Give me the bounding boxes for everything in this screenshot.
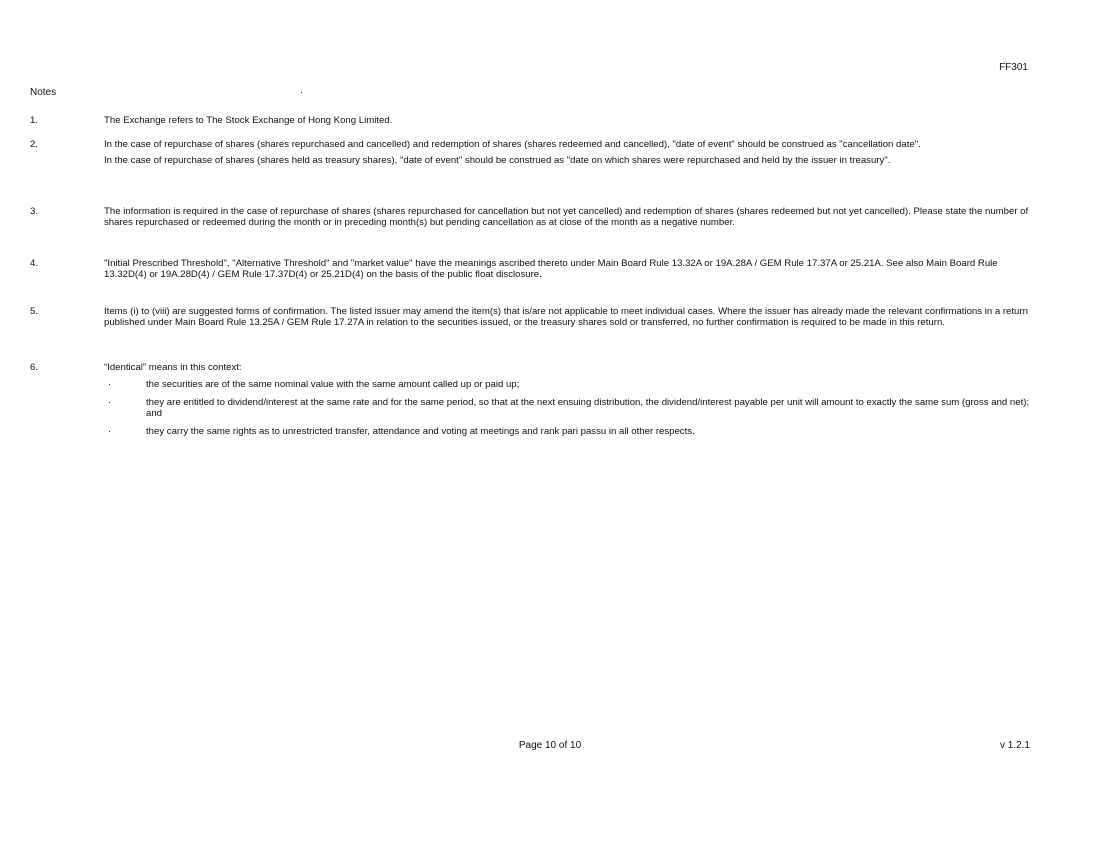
bullet-marker: ·	[108, 379, 112, 391]
note-number: 2.	[30, 139, 39, 150]
note-3	[30, 206, 1040, 229]
note-number: 6.	[30, 362, 39, 373]
note-text: “Identical” means in this context:	[104, 362, 242, 373]
note-text: In the case of repurchase of shares (shares held as treasury shares), "date of event" should be construed as "date on which shares were repurchased and held by the issuer in treasury".	[104, 155, 891, 167]
note-2	[30, 139, 1040, 167]
bullet-list	[108, 379, 1040, 437]
list-item	[108, 397, 1040, 420]
note-number: 4.	[30, 258, 39, 269]
bullet-marker: ·	[108, 425, 112, 437]
list-item	[108, 426, 1040, 437]
form-code: FF301	[999, 62, 1028, 73]
note-number: 5.	[30, 306, 39, 317]
note-text: "Initial Prescribed Threshold", "Alternative Threshold" and "market value" have the meanings ascribed thereto under Main Board Rule 13.32A or 19A.28A / GEM Rule 17.37A or 25.21A. See also Main Board Rule 13.32D(4) or 19A.28D(4) / GEM Rule 17.37D(4) or 25.21D(4) on the basis of the public float disclosure.	[104, 258, 998, 281]
note-4	[30, 258, 1040, 281]
version-label: v 1.2.1	[999, 740, 1030, 751]
stray-dot	[301, 92, 302, 93]
note-text: The Exchange refers to The Stock Exchange of Hong Kong Limited.	[104, 115, 393, 126]
bullet-marker: ·	[108, 396, 112, 408]
note-number: 3.	[30, 206, 39, 217]
list-item-text: the securities are of the same nominal value with the same amount called up or paid up;	[146, 379, 520, 391]
note-5	[30, 306, 1040, 329]
note-text: In the case of repurchase of shares (shares repurchased and cancelled) and redemption of shares (shares redeemed and cancelled), "date of event" should be construed as "cancellation date".	[104, 139, 921, 150]
page-number: Page 10 of 10	[518, 740, 582, 751]
notes-title: Notes	[30, 87, 57, 98]
note-number: 1.	[30, 115, 39, 126]
list-item-text: they are entitled to dividend/interest at the same rate and for the same period, so that at the next ensuing distribution, the dividend/interest payable per unit will amount to exactly the same sum (gross and net); and	[146, 396, 1030, 420]
note-text: Items (i) to (viii) are suggested forms of confirmation. The listed issuer may amend the item(s) that is/are not applicable to meet individual cases. Where the issuer has already made the relevant confirmations in a return published under Main Board Rule 13.25A / GEM Rule 17.27A in relation to the securities issued, or the treasury shares sold or transferred, no further confirmation is required to be made in this return.	[104, 306, 1028, 329]
note-1	[30, 115, 1040, 126]
list-item-text: they carry the same rights as to unrestricted transfer, attendance and voting at meetings and rank pari passu in all other respects.	[146, 425, 695, 437]
list-item	[108, 379, 1040, 390]
note-text: The information is required in the case of repurchase of shares (shares repurchased for cancellation but not yet cancelled) and redemption of shares (shares redeemed but not yet cancelled). Please state the number of shares repurchased or redeemed during the month or in preceding month(s) but pending cancellation as at close of the month as a negative number.	[104, 206, 1029, 229]
note-6	[30, 362, 1040, 443]
